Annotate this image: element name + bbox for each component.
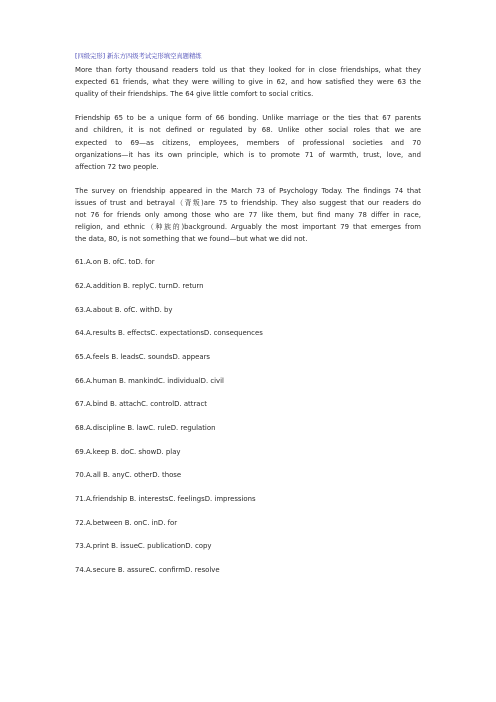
question-item: 61.A.on B. ofC. toD. for	[75, 258, 155, 267]
paragraph-3	[75, 185, 421, 246]
paragraph-line: and children, it is not defined or regulated by 68. Unlike other social roles that we are	[75, 126, 421, 135]
paragraph-line: affection 72 two people.	[75, 162, 159, 171]
paragraph-line: expected to 69—as citizens, employees, members of professional societies and 70	[75, 138, 421, 147]
paragraph-line: not 76 for friends only among those who are 77 like them, but find many 78 differ in race,	[75, 211, 421, 220]
paragraph-line: The survey on friendship appeared in the March 73 of Psychology Today. The findings 74 that	[75, 186, 421, 195]
question-item: 73.A.print B. issueC. publicationD. copy	[75, 542, 212, 551]
question-item: 69.A.keep B. doC. showD. play	[75, 447, 181, 456]
question-item: 70.A.all B. anyC. otherD. those	[75, 471, 182, 480]
document-title: [四级完形] 新东方四级考试完形填空真题精练	[75, 53, 202, 60]
question-item: 71.A.friendship B. interestsC. feelingsD. impressions	[75, 495, 256, 504]
question-item: 63.A.about B. ofC. withD. by	[75, 305, 173, 314]
paragraph-line: expected 61 friends, what they were willing to give in 62, and how satisfied they were 63 the	[75, 78, 421, 87]
paragraph-line: Friendship 65 to be a unique form of 66 bonding. Unlike marriage or the ties that 67 parents	[75, 114, 421, 123]
question-item: 66.A.human B. mankindC. individualD. civil	[75, 376, 224, 385]
paragraph-line: issues of trust and betrayal（背叛)are 75 to friendship. They also suggest that our readers do	[75, 198, 421, 207]
paragraph-line: More than forty thousand readers told us that they looked for in close friendships, what they	[75, 66, 421, 74]
question-item: 68.A.discipline B. lawC. ruleD. regulation	[75, 423, 216, 432]
paragraph-line: religion, and ethnic（种族的)background. Arguably the most important 79 that emerges from	[75, 223, 421, 232]
paragraph-line: organizations—it has its own principle, which is to promote 71 of warmth, trust, love, and	[75, 150, 421, 159]
question-list	[75, 257, 421, 575]
question-item: 72.A.between B. onC. inD. for	[75, 518, 178, 527]
question-item: 62.A.addition B. replyC. turnD. return	[75, 281, 204, 290]
document-page	[75, 52, 421, 589]
paragraph-line: quality of their friendships. The 64 give little comfort to social critics.	[75, 90, 314, 99]
paragraph-line: the data, 80, is not something that we found—but what we did not.	[75, 235, 308, 244]
paragraph-1	[75, 64, 421, 101]
paragraph-2	[75, 112, 421, 173]
question-item: 74.A.secure B. assureC. confirmD. resolve	[75, 566, 220, 575]
question-item: 65.A.feels B. leadsC. soundsD. appears	[75, 352, 211, 361]
question-item: 67.A.bind B. attachC. controlD. attract	[75, 400, 208, 409]
question-item: 64.A.results B. effectsC. expectationsD. consequences	[75, 329, 263, 338]
